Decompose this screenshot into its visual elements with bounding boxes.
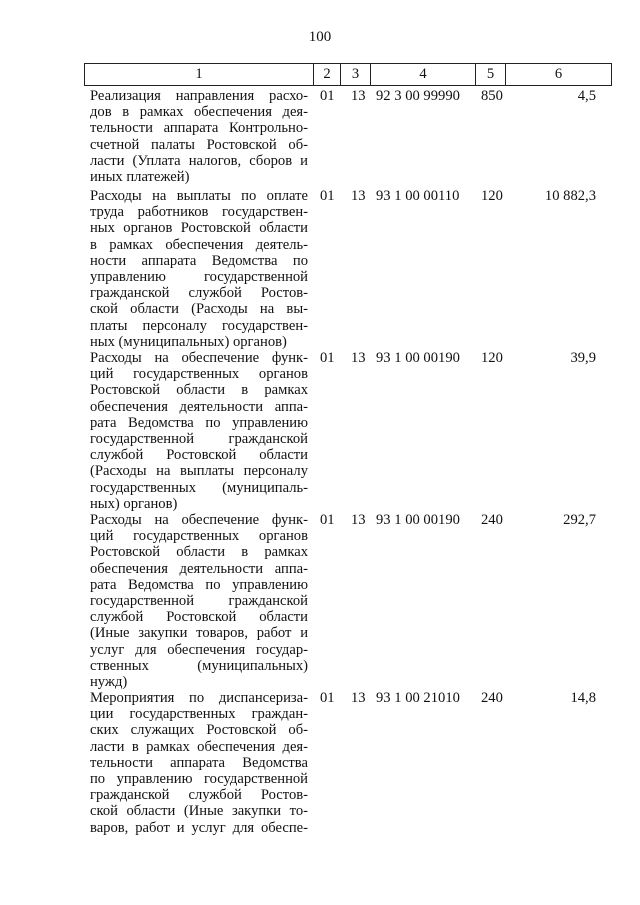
row-description <box>90 350 308 512</box>
description-line: счетной палаты Ростовской об- <box>90 136 308 153</box>
header-col-4: 4 <box>371 64 476 85</box>
row-description <box>90 690 308 836</box>
description-line: Мероприятия по диспансериза- <box>90 690 308 706</box>
table-header-row <box>84 63 612 86</box>
row-description <box>90 88 308 185</box>
cell-c2: 01 <box>320 88 335 104</box>
cell-c3: 13 <box>351 88 366 104</box>
description-line: Реализация направления расхо- <box>90 88 308 104</box>
description-line: обеспечения деятельности аппа- <box>90 560 308 577</box>
header-col-3: 3 <box>341 64 371 85</box>
cell-c2: 01 <box>320 690 335 706</box>
description-line: управлению государственной <box>90 269 308 286</box>
description-line: государственной гражданской <box>90 593 308 610</box>
description-line: рата Ведомства по управлению <box>90 414 308 431</box>
description-line: ных органов Ростовской области <box>90 220 308 237</box>
description-line: в рамках обеспечения деятель- <box>90 236 308 253</box>
description-line: иных платежей) <box>90 169 190 186</box>
cell-c6: 4,5 <box>577 88 596 104</box>
description-line: тельности аппарата Ведомства <box>90 754 308 771</box>
cell-c4: 93 1 00 00190 <box>376 350 460 366</box>
description-line: ской области (Расходы на вы- <box>90 301 308 318</box>
cell-c3: 13 <box>351 188 366 204</box>
description-line: ласти (Уплата налогов, сборов и <box>90 152 308 169</box>
description-line: ских служащих Ростовской об- <box>90 722 308 739</box>
description-line: по управлению государственной <box>90 771 308 788</box>
cell-c5: 240 <box>481 512 503 528</box>
description-line: ской области (Иные закупки то- <box>90 803 308 820</box>
description-line: государственной гражданской <box>90 431 308 448</box>
cell-c3: 13 <box>351 350 366 366</box>
header-col-1: 1 <box>85 64 314 85</box>
description-line: Ростовской области в рамках <box>90 544 308 561</box>
page-number: 100 <box>308 29 332 45</box>
cell-c5: 240 <box>481 690 503 706</box>
description-line: ции государственных граждан- <box>90 706 308 723</box>
description-line: услуг для обеспечения государ- <box>90 641 308 658</box>
description-line: государственных (муниципаль- <box>90 479 308 496</box>
cell-c4: 93 1 00 21010 <box>376 690 460 706</box>
description-line: ций государственных органов <box>90 528 308 545</box>
description-line: Расходы на обеспечение функ- <box>90 512 308 528</box>
description-line: ности аппарата Ведомства по <box>90 252 308 269</box>
cell-c6: 10 882,3 <box>544 188 596 204</box>
description-line: службой Ростовской области <box>90 447 308 464</box>
description-line: тельности аппарата Контрольно- <box>90 120 308 137</box>
description-line: дов в рамках обеспечения дея- <box>90 104 308 121</box>
description-line: гражданской службой Ростов- <box>90 285 308 302</box>
description-line: ласти в рамках обеспечения дея- <box>90 738 308 755</box>
description-line: нужд) <box>90 674 128 691</box>
header-col-6: 6 <box>554 66 563 82</box>
cell-c3: 13 <box>351 512 366 528</box>
description-line: труда работников государствен- <box>90 204 308 221</box>
description-line: рата Ведомства по управлению <box>90 576 308 593</box>
description-line: гражданской службой Ростов- <box>90 787 308 804</box>
description-line: Ростовской области в рамках <box>90 382 308 399</box>
header-col-5: 5 <box>476 64 506 85</box>
description-line: ций государственных органов <box>90 366 308 383</box>
row-description <box>90 188 308 350</box>
cell-c6: 14,8 <box>570 690 596 706</box>
description-line: платы персоналу государствен- <box>90 317 308 334</box>
cell-c4: 93 1 00 00110 <box>376 188 460 204</box>
header-col-2: 2 <box>314 64 341 85</box>
cell-c2: 01 <box>320 188 335 204</box>
cell-c5: 120 <box>481 350 503 366</box>
description-line: службой Ростовской области <box>90 609 308 626</box>
description-line: обеспечения деятельности аппа- <box>90 398 308 415</box>
row-description <box>90 512 308 690</box>
cell-c4: 92 3 00 99990 <box>376 88 460 104</box>
cell-c6: 39,9 <box>570 350 596 366</box>
cell-c2: 01 <box>320 512 335 528</box>
cell-c3: 13 <box>351 690 366 706</box>
description-line: (Расходы на выплаты персоналу <box>90 463 308 480</box>
description-line: ных (муниципальных) органов) <box>90 333 287 350</box>
description-line: Расходы на обеспечение функ- <box>90 350 308 366</box>
cell-c4: 93 1 00 00190 <box>376 512 460 528</box>
cell-c2: 01 <box>320 350 335 366</box>
cell-c5: 850 <box>481 88 503 104</box>
description-line: (Иные закупки товаров, работ и <box>90 625 308 642</box>
cell-c6: 292,7 <box>563 512 596 528</box>
cell-c5: 120 <box>481 188 503 204</box>
description-line: ных) органов) <box>90 495 178 512</box>
description-line: варов, работ и услуг для обеспе- <box>90 819 308 836</box>
description-line: ственных (муниципальных) <box>90 657 308 674</box>
description-line: Расходы на выплаты по оплате <box>90 188 308 204</box>
